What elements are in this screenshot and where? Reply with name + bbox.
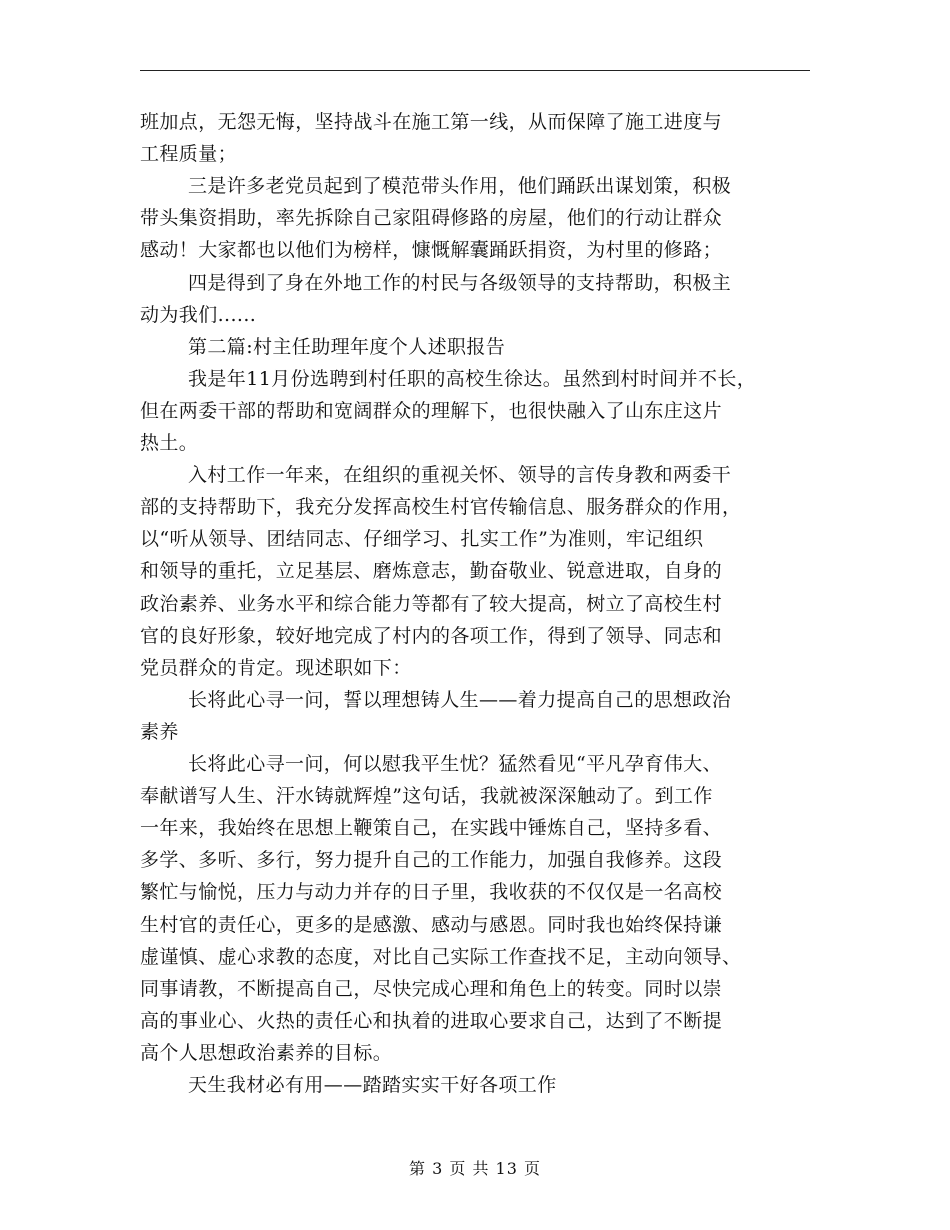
text-line: 党员群众的肯定。现述职如下： [140, 656, 412, 679]
text-line: 奉献谱写人生、汗水铸就辉煌”这句话，我就被深深触动了。到工作 [140, 785, 713, 808]
text-line: 以“听从领导、团结同志、仔细学习、扎实工作”为准则，牢记组织 [140, 528, 704, 551]
text-line: 高个人思想政治素养的目标。 [140, 1041, 393, 1064]
text-line: 一年来，我始终在思想上鞭策自己，在实践中锤炼自己，坚持多看、 [140, 817, 723, 840]
text-line: 和领导的重托，立足基层、磨炼意志，勤奋敬业、锐意进取，自身的 [140, 560, 723, 583]
text-line: 四是得到了身在外地工作的村民与各级领导的支持帮助，积极主 [188, 271, 732, 294]
text-line: 入村工作一年来，在组织的重视关怀、领导的言传身教和两委干 [188, 464, 732, 487]
text-line: 第二篇:村主任助理年度个人述职报告 [188, 335, 506, 358]
text-line: 高的事业心、火热的责任心和执着的进取心要求自己，达到了不断提 [140, 1009, 723, 1032]
text-line: 动为我们...... [140, 303, 257, 326]
text-line: 带头集资捐助，率先拆除自己家阻碍修路的房屋，他们的行动让群众 [140, 207, 723, 230]
text-line: 虚谨慎、虚心求教的态度，对比自己实际工作查找不足，主动向领导、 [140, 945, 742, 968]
text-line: 多学、多听、多行，努力提升自己的工作能力，加强自我修养。这段 [140, 849, 723, 872]
text-line: 三是许多老党员起到了模范带头作用，他们踊跃出谋划策，积极 [188, 175, 732, 198]
text-line: 感动！大家都也以他们为榜样，慷慨解囊踊跃捐资，为村里的修路； [140, 239, 723, 262]
text-line: 热土。 [140, 432, 199, 454]
text-line: 官的良好形象，较好地完成了村内的各项工作，得到了领导、同志和 [140, 624, 723, 647]
text-line: 我是年11月份选聘到村任职的高校生徐达。虽然到村时间并不长， [188, 367, 757, 390]
page-number-footer: 第 3 页 共 13 页 [409, 1159, 541, 1178]
text-line: 繁忙与愉悦，压力与动力并存的日子里，我收获的不仅仅是一名高校 [140, 881, 723, 904]
text-line: 生村官的责任心，更多的是感激、感动与感恩。同时我也始终保持谦 [140, 913, 723, 936]
text-line: 长将此心寻一问，何以慰我平生忧？猛然看见“平凡孕育伟大、 [188, 753, 722, 775]
text-line: 长将此心寻一问，誓以理想铸人生——着力提高自己的思想政治 [188, 688, 732, 711]
text-line: 但在两委干部的帮助和宽阔群众的理解下，也很快融入了山东庄这片 [140, 399, 723, 422]
text-line: 部的支持帮助下，我充分发挥高校生村官传输信息、服务群众的作用， [140, 496, 742, 519]
text-line: 工程质量； [140, 143, 238, 166]
text-line: 班加点，无怨无悔，坚持战斗在施工第一线，从而保障了施工进度与 [140, 111, 723, 133]
text-line: 素养 [140, 720, 179, 743]
text-line: 同事请教，不断提高自己，尽快完成心理和角色上的转变。同时以崇 [140, 977, 723, 1000]
header-rule [140, 70, 810, 71]
text-line: 政治素养、业务水平和综合能力等都有了较大提高，树立了高校生村 [140, 592, 723, 615]
text-line: 天生我材必有用——踏踏实实干好各项工作 [188, 1074, 557, 1096]
